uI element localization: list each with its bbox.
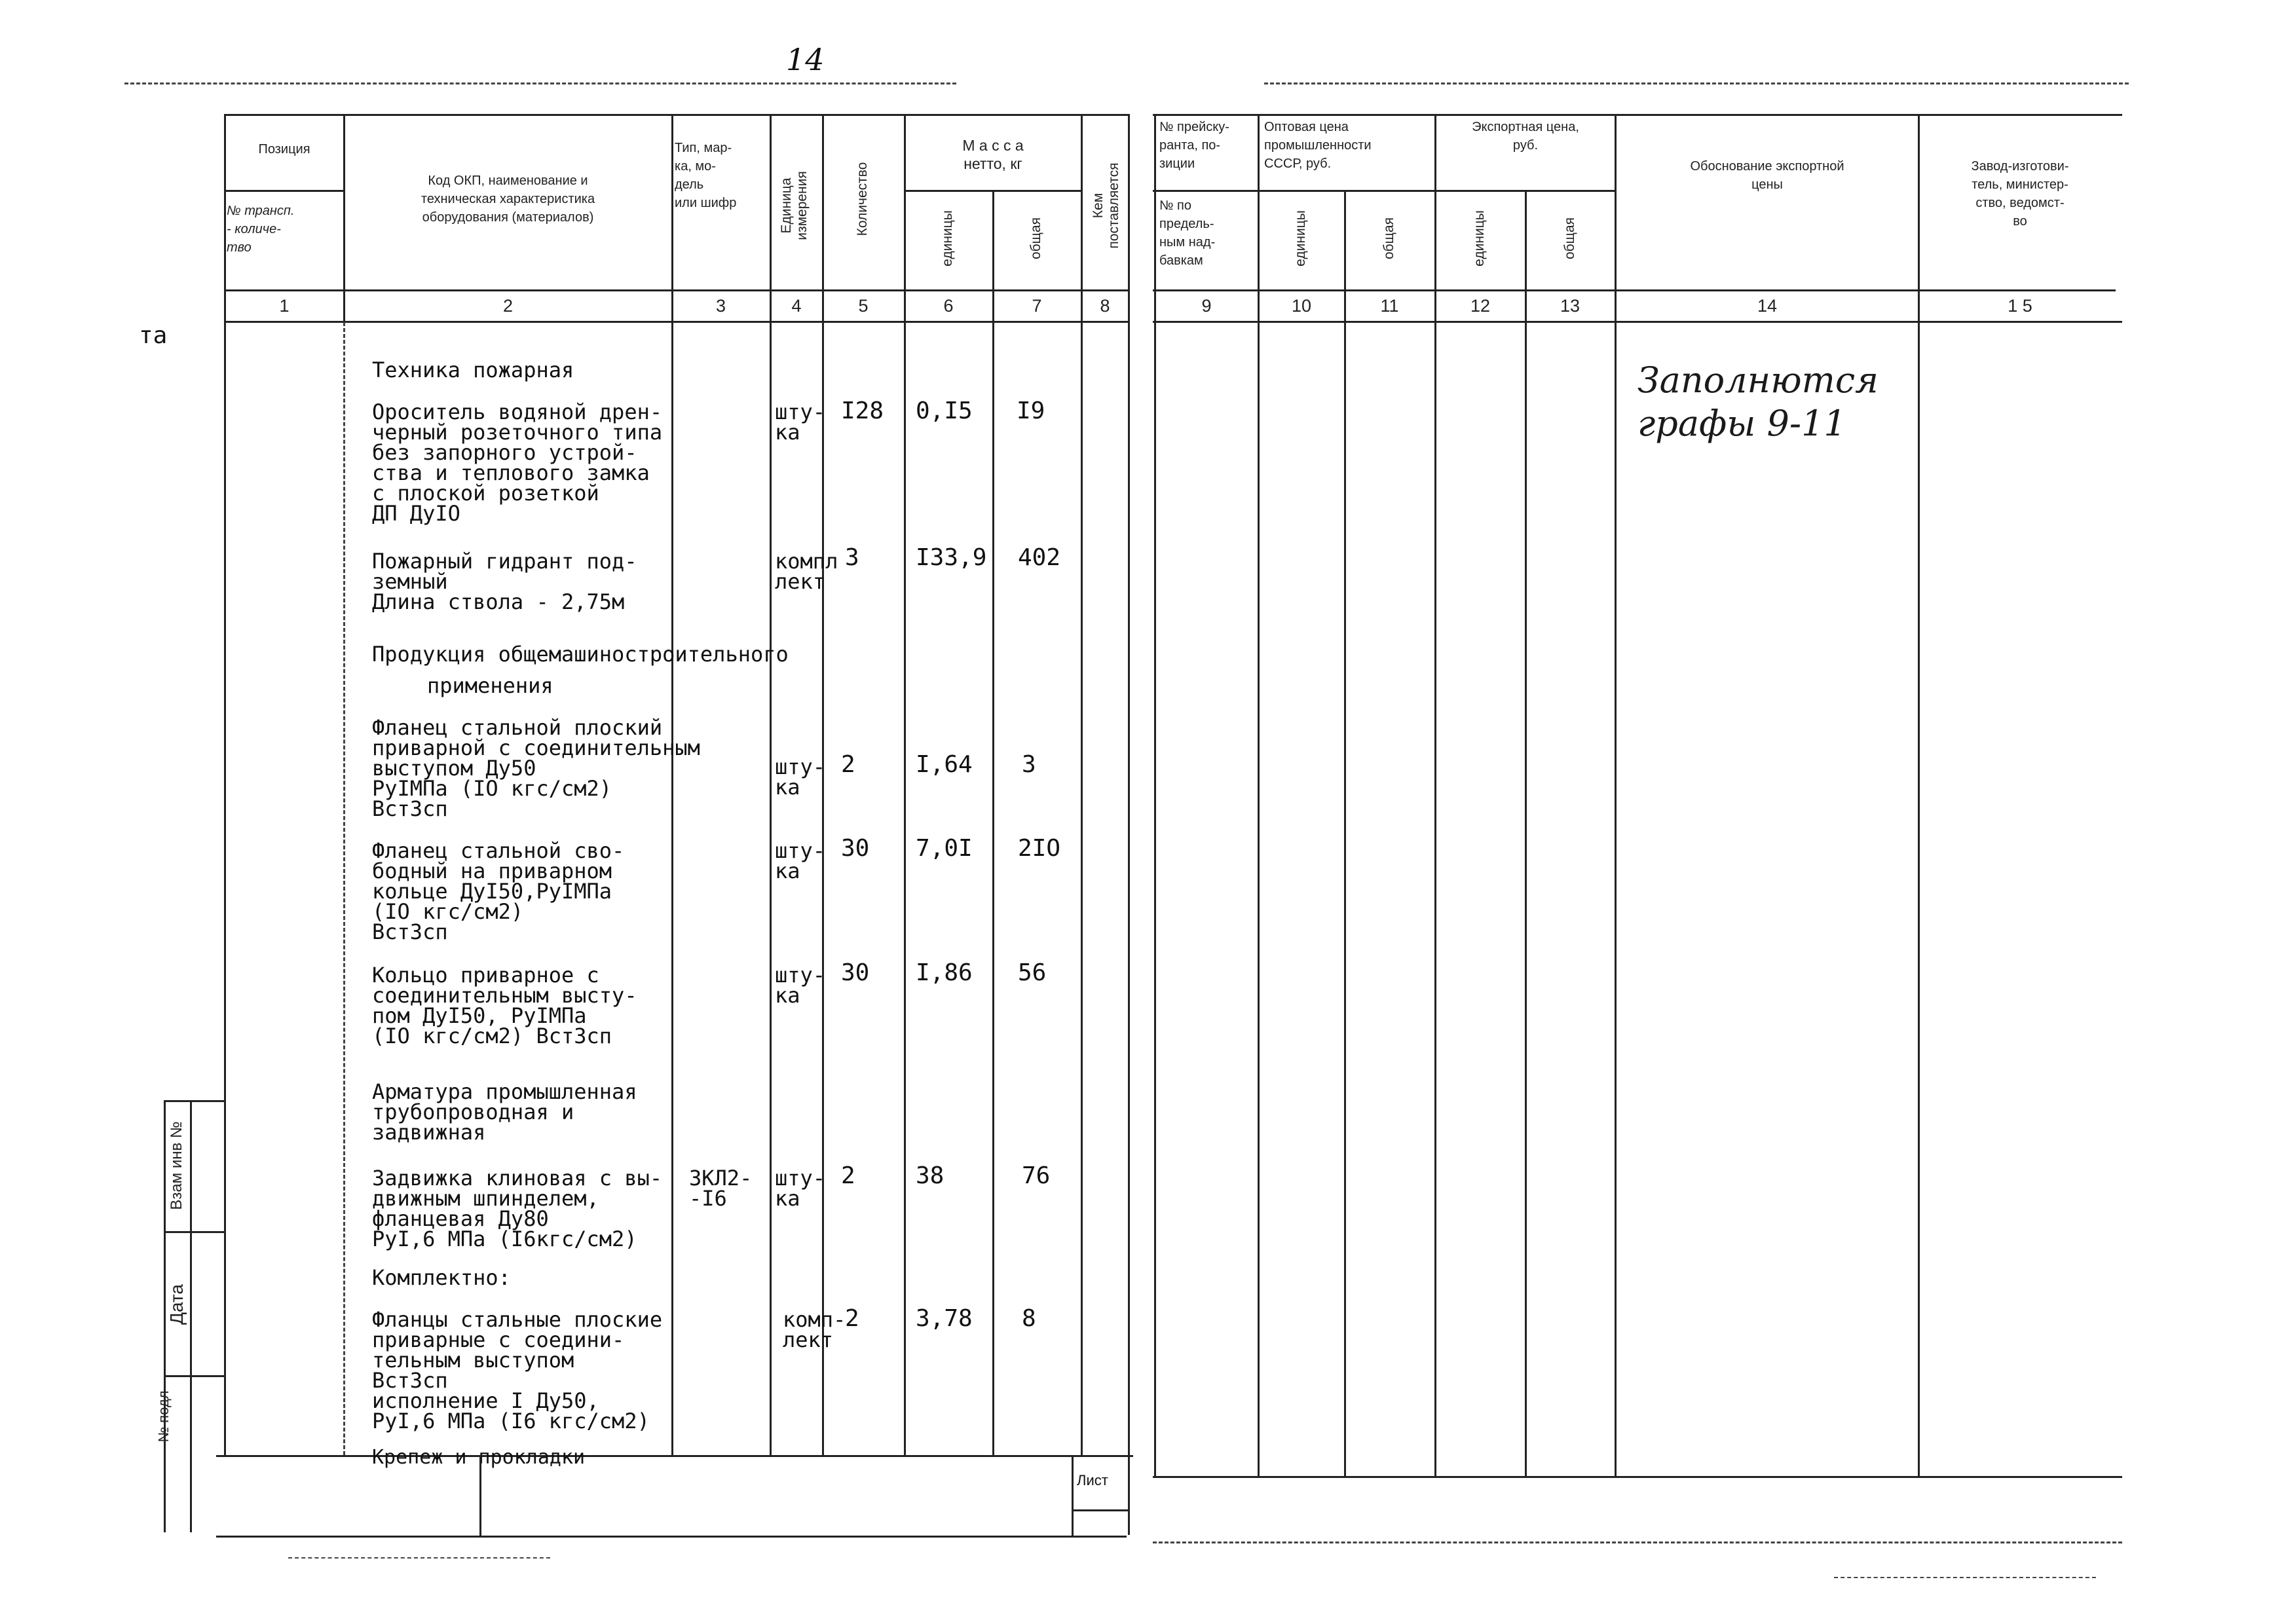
row-mass-unit: 3,78 [916, 1305, 973, 1332]
right-body-bottom [1153, 1476, 2122, 1478]
right-border-left-table [1128, 114, 1130, 1535]
left-body-bottom [216, 1455, 1133, 1457]
col10-header: единицы [1293, 210, 1308, 267]
footer-sep [479, 1455, 481, 1536]
row-mass-unit: I,64 [916, 751, 973, 778]
stamp-label-date: Дата [166, 1284, 187, 1325]
row-name: Крепеж и прокладки [372, 1446, 586, 1469]
col1-top-header: Позиция [258, 142, 310, 157]
footer-bottom [216, 1536, 1127, 1538]
top-rule-right [1264, 83, 2129, 84]
row-qty: 3 [845, 544, 859, 571]
col1-bottom-header: № трансп. - количе- тво [227, 204, 295, 255]
side-mark: та [139, 322, 168, 349]
right-subheader-9 [1153, 190, 1258, 192]
row-name: применения [427, 673, 553, 698]
row-mass-unit: I,86 [916, 959, 973, 986]
row-name: Задвижка клиновая с вы- движным шпинделем, фланцевая Ду80 РуI,6 МПа (I6кгс/см2) [372, 1166, 663, 1251]
row-name: Кольцо приварное с соединительным высту- пом ДуI50, РуIМПа (IO кгс/см2) ВстЗсп [372, 963, 637, 1048]
col15-header: Завод-изготови- тель, министер- ство, ведомст- во [1971, 159, 2069, 229]
row-mass-total: 56 [1018, 959, 1047, 986]
stamp-label-original: № подл [155, 1390, 172, 1443]
col6-header: единицы [940, 210, 955, 267]
col-number-8: 8 [1100, 296, 1110, 316]
row-qty: 30 [841, 959, 870, 986]
col-number-12: 12 [1470, 296, 1491, 316]
row-qty: 2 [841, 751, 855, 778]
col7-header: общая [1028, 217, 1043, 260]
right-header-top [1153, 114, 2122, 116]
handwritten-note: Заполнются графы 9-11 [1637, 360, 1879, 444]
row-unit: шту- ка [775, 963, 826, 1008]
top-rule-left [124, 83, 956, 84]
footer-sheet-sep [1072, 1455, 1074, 1536]
col12-header: единицы [1472, 210, 1487, 267]
row-mass-unit: 0,I5 [916, 397, 973, 424]
col-number-3: 3 [715, 296, 726, 316]
row-unit: шту- ка [775, 838, 826, 883]
row-name: Продукция общемашиностроительного [372, 642, 789, 667]
row-name: Фланцы стальные плоские приварные с соедини- тельным выступом ВстЗсп исполнение I Ду50, РуI,6 МПа (I6 кгс/см2) [372, 1307, 663, 1433]
col-number-11: 11 [1380, 296, 1399, 316]
col-number-5: 5 [858, 296, 869, 316]
wholesale-header: Оптовая цена промышленности СССР, руб. [1264, 120, 1372, 171]
stamp-sep-2 [164, 1375, 224, 1377]
stamp-mid [190, 1100, 192, 1532]
right-col-sep-10 [1344, 190, 1346, 1476]
bottom-faint-rule-left [288, 1557, 550, 1559]
col-number-15: 1 5 [2008, 296, 2032, 316]
stamp-left [164, 1100, 166, 1532]
left-subheader [224, 190, 345, 192]
col-number-7: 7 [1032, 296, 1042, 316]
sheet-label: Лист [1077, 1472, 1108, 1488]
bottom-faint-rule-right [1834, 1577, 2096, 1578]
mass-header: М а с с а нетто, кг [962, 137, 1024, 172]
row-mass-total: 2IO [1018, 835, 1061, 862]
row-mass-total: I9 [1017, 397, 1045, 424]
col-number-2: 2 [502, 296, 514, 316]
col-number-9: 9 [1201, 296, 1212, 316]
right-col-sep-9 [1258, 114, 1260, 1476]
col9-top-header: № прейску- ранта, по- зиции [1159, 120, 1229, 171]
export-header: Экспортная цена, руб. [1472, 120, 1579, 153]
col-number-1: 1 [279, 296, 290, 316]
col-number-10: 10 [1291, 296, 1312, 316]
right-footer-line [1153, 1541, 2122, 1543]
row-unit: шту- ка [775, 1166, 826, 1211]
col4-header: Единица измерения [779, 171, 810, 240]
col8-header: Кем поставляется [1091, 162, 1121, 249]
col2-header: Код ОКП, наименование и техническая характеристика оборудования (материалов) [421, 174, 595, 225]
right-col-sep-14 [1918, 114, 1920, 1476]
right-col-9-left [1154, 114, 1156, 1476]
col-number-6: 6 [943, 296, 954, 316]
right-col-sep-12 [1525, 190, 1527, 1476]
stamp-sep-1 [164, 1231, 224, 1233]
row-name: Техника пожарная [372, 358, 574, 382]
stamp-label-replace: Взам инв № [168, 1121, 185, 1210]
col14-header: Обоснование экспортной цены [1690, 159, 1844, 192]
col-number-14: 14 [1757, 296, 1778, 316]
col11-header: общая [1381, 217, 1396, 260]
row-name: Арматура промышленная трубопроводная и задвижная [372, 1079, 637, 1145]
col9-bottom-header: № по предель- ным над- бавкам [1159, 198, 1216, 268]
page-number: 14 [786, 42, 825, 77]
row-mass-total: 8 [1022, 1305, 1036, 1332]
left-border [224, 114, 226, 1456]
col-number-13: 13 [1560, 296, 1581, 316]
row-qty: 30 [841, 835, 870, 862]
row-name: Комплектно: [372, 1265, 511, 1290]
row-qty: I28 [841, 397, 884, 424]
right-col-sep-13 [1615, 114, 1617, 1476]
row-name: Фланец стальной плоский приварной с соединительным выступом Ду50 РуIМПа (IO кгс/см2) ВстЗсп [372, 715, 700, 821]
col13-header: общая [1562, 217, 1577, 260]
row-qty: 2 [845, 1305, 859, 1332]
right-colnum-bottom [1153, 321, 2122, 323]
row-mass-unit: 38 [916, 1162, 945, 1189]
footer-sheet-line [1072, 1509, 1128, 1511]
row-unit: шту- ка [775, 754, 826, 800]
col-sep-1 [343, 114, 345, 322]
row-mass-total: 76 [1022, 1162, 1051, 1189]
row-type: ЗКЛ2- -I6 [689, 1166, 753, 1211]
col-sep-6 [992, 190, 994, 1455]
left-header-top [224, 114, 1128, 116]
col5-header: Количество [855, 162, 870, 236]
row-mass-total: 3 [1022, 751, 1036, 778]
right-col-sep-11 [1434, 114, 1436, 1476]
col-sep-1-body [343, 322, 345, 1455]
right-header-bottom [1153, 289, 2116, 291]
col-number-4: 4 [791, 296, 802, 316]
row-mass-unit: I33,9 [916, 544, 987, 571]
row-unit: комп- лект [783, 1307, 846, 1352]
row-name: Ороситель водяной дрен- черный розеточного типа без запорного устрой- ства и теплового замка с плоской розеткой ДП ДуIО [372, 399, 663, 526]
row-name: Фланец стальной сво- бодный на приварном кольце ДуI50,РуIМПа (IO кгс/см2) ВстЗсп [372, 838, 625, 944]
row-unit: шту- ка [775, 399, 826, 445]
row-mass-unit: 7,0I [916, 835, 973, 862]
row-unit: компл лект [775, 549, 838, 594]
row-mass-total: 402 [1018, 544, 1061, 571]
row-qty: 2 [841, 1162, 855, 1189]
row-name: Пожарный гидрант под- земный Длина ствола - 2,75м [372, 549, 637, 614]
col3-header: Тип, мар- ка, мо- дель или шифр [675, 141, 737, 210]
